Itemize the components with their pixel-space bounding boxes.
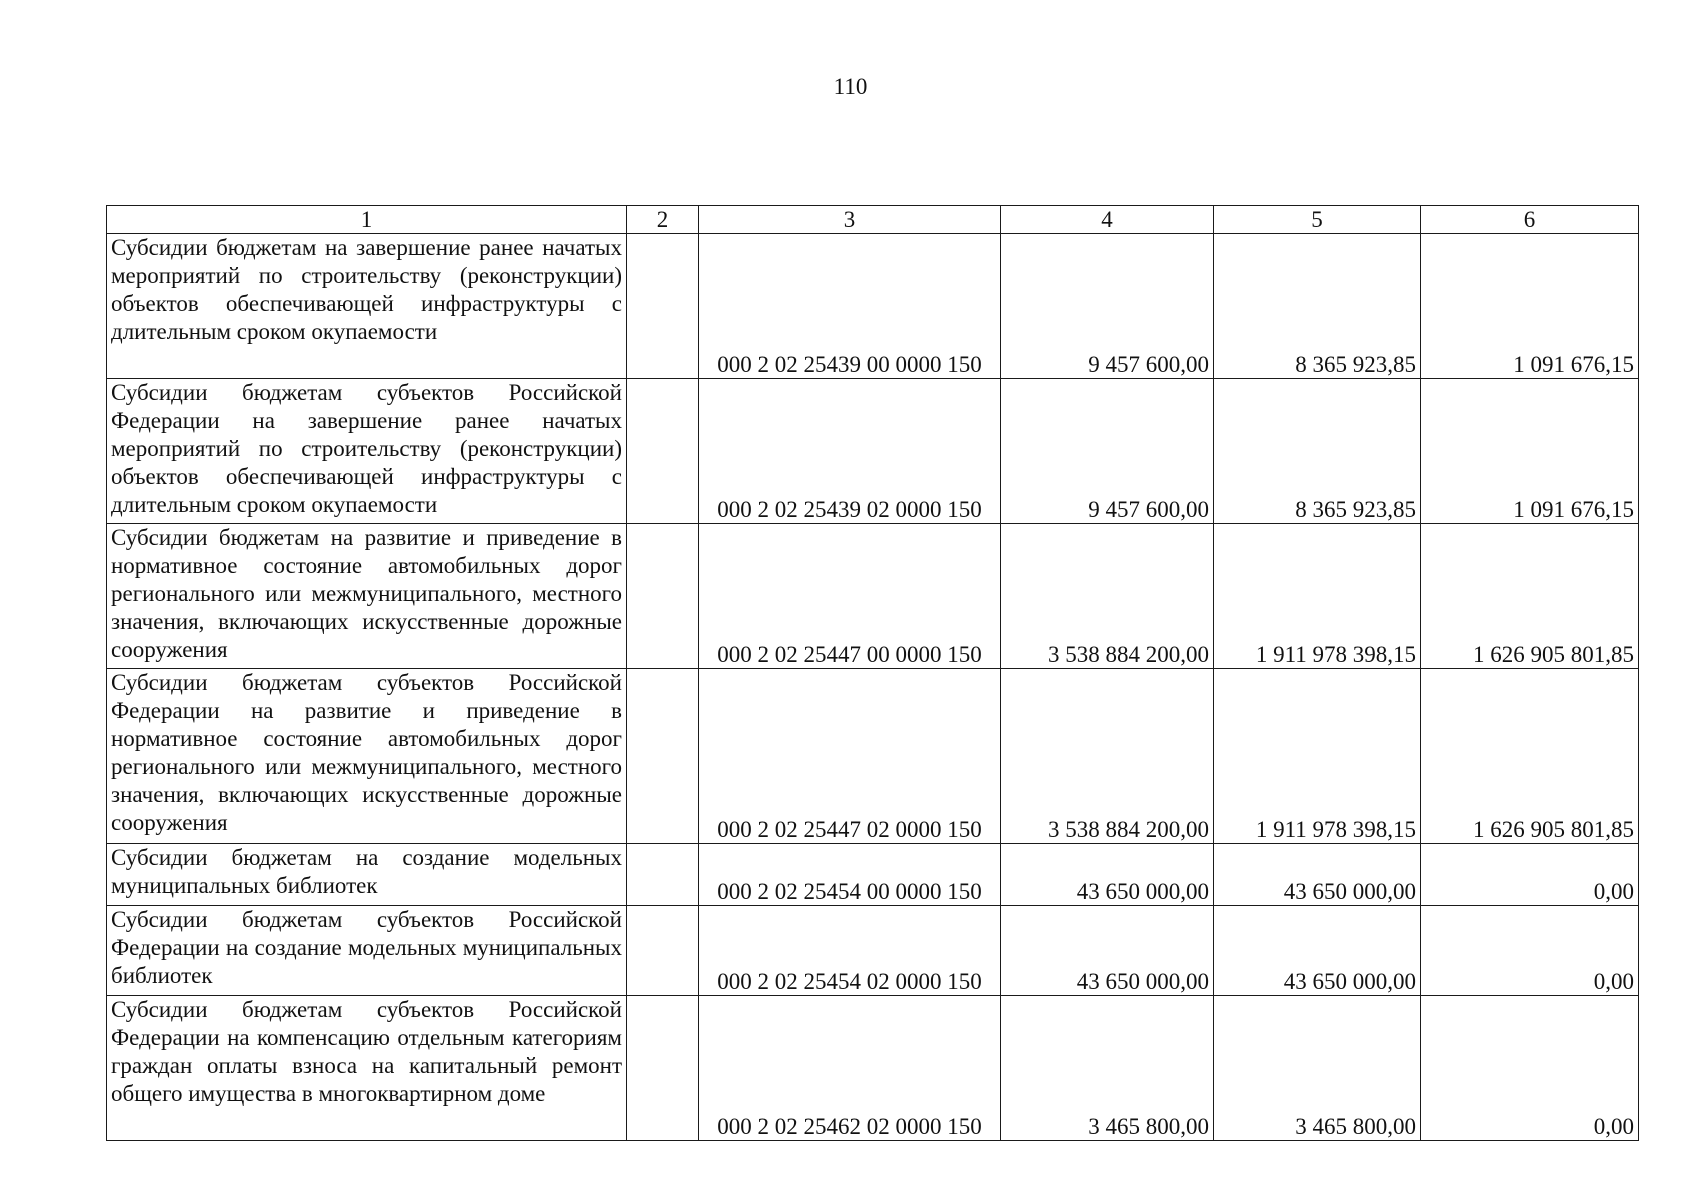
row-col5: 43 650 000,00 <box>1214 844 1421 906</box>
table-row <box>107 669 1639 844</box>
row-col6: 0,00 <box>1421 996 1639 1141</box>
row-col2 <box>627 669 699 844</box>
row-col5: 1 911 978 398,15 <box>1214 524 1421 669</box>
page-number: 110 <box>833 74 868 99</box>
row-col4: 3 538 884 200,00 <box>1001 524 1214 669</box>
header-col-1: 1 <box>107 206 627 234</box>
budget-table <box>106 205 1639 1141</box>
row-code: 000 2 02 25447 00 0000 150 <box>699 524 1001 669</box>
row-col4: 43 650 000,00 <box>1001 906 1214 996</box>
row-code: 000 2 02 25462 02 0000 150 <box>699 996 1001 1141</box>
row-description: Субсидии бюджетам субъектов Российской Федерации на завершение ранее начатых мероприятий по строительству (реконструкции) объектов обеспечивающей инфраструктуры с длительным сроком окупаемости <box>107 379 627 524</box>
row-col6: 1 626 905 801,85 <box>1421 669 1639 844</box>
row-col6: 1 091 676,15 <box>1421 234 1639 379</box>
row-col2 <box>627 234 699 379</box>
row-description: Субсидии бюджетам на создание модельных муниципальных библиотек <box>107 844 627 906</box>
header-col-4: 4 <box>1001 206 1214 234</box>
row-col5: 1 911 978 398,15 <box>1214 669 1421 844</box>
header-col-5: 5 <box>1214 206 1421 234</box>
row-col2 <box>627 524 699 669</box>
header-col-3: 3 <box>699 206 1001 234</box>
row-code: 000 2 02 25454 02 0000 150 <box>699 906 1001 996</box>
row-col2 <box>627 379 699 524</box>
header-col-2: 2 <box>627 206 699 234</box>
row-col4: 3 538 884 200,00 <box>1001 669 1214 844</box>
row-description: Субсидии бюджетам на завершение ранее начатых мероприятий по строительству (реконструкции) объектов обеспечивающей инфраструктуры с длительным сроком окупаемости <box>107 234 627 379</box>
row-col6: 1 626 905 801,85 <box>1421 524 1639 669</box>
row-col2 <box>627 996 699 1141</box>
table-row <box>107 996 1639 1141</box>
header-col-6: 6 <box>1421 206 1639 234</box>
row-description: Субсидии бюджетам на развитие и приведение в нормативное состояние автомобильных дорог регионального или межмуниципального, местного значения, включающих искусственные дорожные сооружения <box>107 524 627 669</box>
row-code: 000 2 02 25439 02 0000 150 <box>699 379 1001 524</box>
row-col6: 0,00 <box>1421 844 1639 906</box>
row-col4: 43 650 000,00 <box>1001 844 1214 906</box>
row-description: Субсидии бюджетам субъектов Российской Федерации на создание модельных муниципальных библиотек <box>107 906 627 996</box>
row-col5: 8 365 923,85 <box>1214 379 1421 524</box>
table-row <box>107 906 1639 996</box>
row-col2 <box>627 906 699 996</box>
table-row <box>107 844 1639 906</box>
row-col5: 43 650 000,00 <box>1214 906 1421 996</box>
row-col5: 3 465 800,00 <box>1214 996 1421 1141</box>
header-row <box>107 206 1639 234</box>
row-col4: 9 457 600,00 <box>1001 379 1214 524</box>
row-col5: 8 365 923,85 <box>1214 234 1421 379</box>
row-code: 000 2 02 25447 02 0000 150 <box>699 669 1001 844</box>
row-col2 <box>627 844 699 906</box>
row-code: 000 2 02 25454 00 0000 150 <box>699 844 1001 906</box>
row-description: Субсидии бюджетам субъектов Российской Федерации на развитие и приведение в нормативное состояние автомобильных дорог регионального или межмуниципального, местного значения, включающих искусственные дорожные сооружения <box>107 669 627 844</box>
row-col6: 0,00 <box>1421 906 1639 996</box>
row-col4: 9 457 600,00 <box>1001 234 1214 379</box>
row-code: 000 2 02 25439 00 0000 150 <box>699 234 1001 379</box>
row-description: Субсидии бюджетам субъектов Российской Федерации на компенсацию отдельным категориям граждан оплаты взноса на капитальный ремонт общего имущества в многоквартирном доме <box>107 996 627 1141</box>
row-col6: 1 091 676,15 <box>1421 379 1639 524</box>
table-row <box>107 379 1639 524</box>
row-col4: 3 465 800,00 <box>1001 996 1214 1141</box>
table-row <box>107 234 1639 379</box>
table-row <box>107 524 1639 669</box>
